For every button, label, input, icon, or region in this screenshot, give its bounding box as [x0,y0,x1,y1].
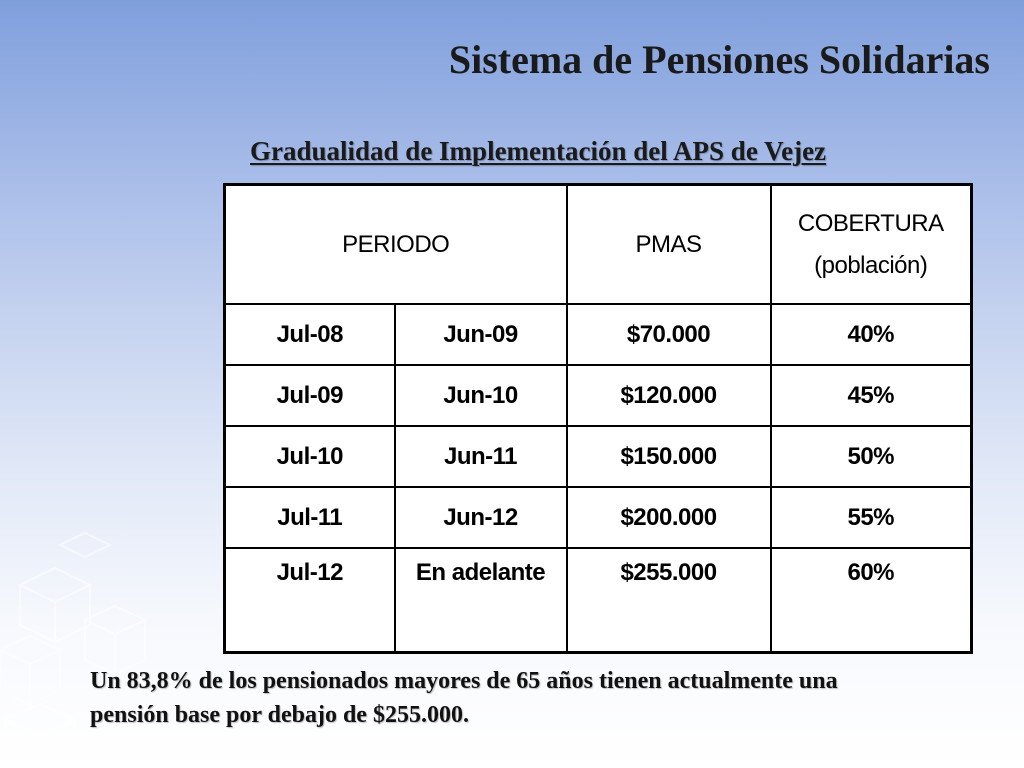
slide-subtitle: Gradualidad de Implementación del APS de Vejez [250,136,827,166]
table-row [225,548,972,653]
cell-hasta: Jun-12 [395,487,567,548]
header-cobertura [771,185,972,305]
cell-cobertura: 50% [771,426,972,487]
cell-cobertura: 60% [771,548,972,653]
cell-desde: Jul-12 [225,548,395,653]
cell-desde: Jul-09 [225,365,395,426]
table-header-row [225,185,972,305]
table-row [225,487,972,548]
cell-hasta: Jun-11 [395,426,567,487]
cell-desde: Jul-10 [225,426,395,487]
cell-hasta: En adelante [395,548,567,653]
pension-table [223,183,973,654]
cell-pmas: $120.000 [567,365,771,426]
footnote-line-1: Un 83,8% de los pensionados mayores de 65 años tienen actualmente una [90,668,838,694]
slide-title: Sistema de Pensiones Solidarias [448,37,990,82]
cell-desde: Jul-11 [225,487,395,548]
cell-pmas: $255.000 [567,548,771,653]
cell-hasta: Jun-09 [395,304,567,365]
cell-pmas: $70.000 [567,304,771,365]
footnote-line-2: pensión base por debajo de $255.000. [90,702,469,728]
cell-pmas: $150.000 [567,426,771,487]
pension-table-container [223,183,973,654]
header-pmas: PMAS [567,185,771,305]
cell-cobertura: 45% [771,365,972,426]
cell-hasta: Jun-10 [395,365,567,426]
cell-desde: Jul-08 [225,304,395,365]
table-row [225,426,972,487]
cell-cobertura: 40% [771,304,972,365]
cell-cobertura: 55% [771,487,972,548]
cell-pmas: $200.000 [567,487,771,548]
header-cobertura-sublabel: (población) [814,251,928,279]
table-row [225,365,972,426]
header-cobertura-label: COBERTURA [797,209,944,237]
table-row [225,304,972,365]
header-periodo: PERIODO [225,185,567,305]
footnote [90,664,990,732]
